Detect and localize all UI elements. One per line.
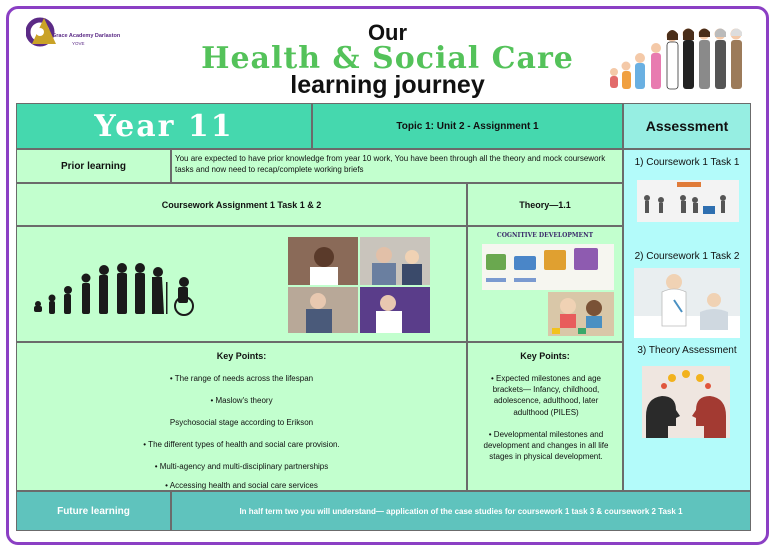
evolution-of-life-stages-silhouettes (32, 260, 204, 316)
year-title: Year 11 (94, 108, 234, 144)
assessment-item-3: 3) Theory Assessment (637, 345, 737, 356)
doctor-patient-image (634, 268, 740, 338)
assessment-item-1: 1) Coursework 1 Task 1 (634, 157, 740, 168)
assessment-item-2: 2) Coursework 1 Task 2 (634, 251, 740, 262)
care-workers-photo-collage (288, 237, 430, 333)
key-points-title: Key Points: (216, 351, 267, 361)
prior-learning-label: Prior learning (16, 149, 171, 183)
title-line-1: Our (367, 20, 408, 45)
cognitive-development-label: COGNITIVE DEVELOPMENT (496, 232, 594, 239)
cognitive-development-image (482, 244, 614, 336)
key-point-item: • The range of needs across the lifespan (169, 374, 314, 383)
coursework-task1-image (637, 180, 739, 222)
key-point-item: Psychosocial stage according to Erikson (169, 418, 314, 427)
prior-learning-text: You are expected to have prior knowledge from year 10 work, You have been through all the theory and mock coursework tasks and now need to recap/complete working briefs (171, 149, 623, 183)
key-point-item: • Maslow's theory (210, 396, 273, 405)
key-points-left-cell (16, 342, 467, 491)
title-line-3: learning journey (290, 71, 485, 99)
logo-text: Grace Academy Darlaston (52, 33, 121, 39)
key-point-item: • Accessing health and social care services (165, 481, 318, 490)
key-point-item: • Multi-agency and multi-disciplinary partnerships (154, 462, 329, 471)
key-points-title: Key Points: (520, 351, 570, 361)
key-point-item: • Developmental milestones and development and changes in all life stages in physical development. (483, 430, 609, 462)
topic-heading: Topic 1: Unit 2 - Assignment 1 (312, 103, 623, 149)
key-point-item: • Expected milestones and age brackets— Infancy, childhood, adolescence, adulthood, later adulthood (PILES) (491, 374, 601, 417)
title-line-2: Health & Social Care (201, 41, 574, 76)
key-points-right-cell (467, 342, 623, 491)
key-point-item: • The different types of health and social care provision. (143, 440, 340, 449)
life-stages-illustration (604, 22, 754, 94)
future-learning-text: In half term two you will understand— application of the case studies for coursework 1 task 3 & coursework 2 Task 1 (171, 491, 751, 531)
coursework-heading: Coursework Assignment 1 Task 1 & 2 (16, 183, 467, 226)
theory-heading: Theory—1.1 (467, 183, 623, 226)
theory-heads-image (642, 366, 730, 438)
logo-subtext: YOVE (72, 41, 85, 46)
assessment-heading: Assessment (623, 103, 751, 149)
future-learning-label: Future learning (16, 491, 171, 531)
year-heading-cell (16, 103, 312, 149)
